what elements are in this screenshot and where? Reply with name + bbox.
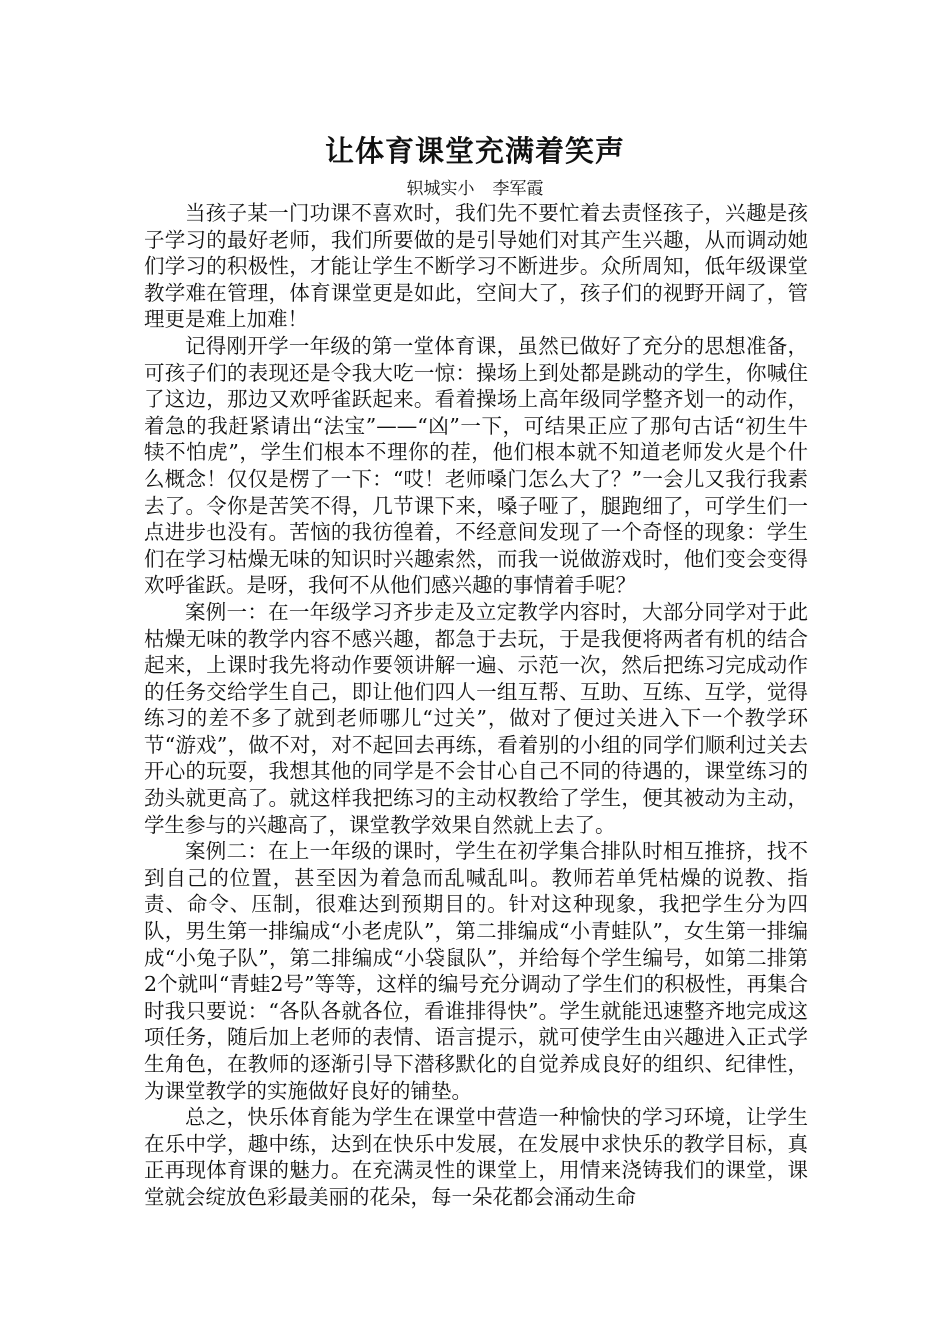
paragraph-intro: 当孩子某一门功课不喜欢时，我们先不要忙着去责怪孩子，兴趣是孩子学习的最好老师，我们所要做的是引导她们对其产生兴趣，从而调动她们学习的积极性，才能让学生不断学习不断进步。众所周知，低年级课堂教学难在管理，体育课堂更是如此，空间大了，孩子们的视野开阔了，管理更是难上加难！ xyxy=(144,201,808,332)
paragraph-summary: 总之，快乐体育能为学生在课堂中营造一种愉快的学习环境，让学生在乐中学，趣中练，达到在快乐中发展，在发展中求快乐的教学目标，真正再现体育课的魅力。在充满灵性的课堂上，用情来浇铸我们的课堂，课堂就会绽放色彩最美丽的花朵，每一朵花都会涌动生命 xyxy=(144,1105,808,1209)
school-name: 轵城实小 xyxy=(406,179,475,199)
paragraph-case-one: 案例一：在一年级学习齐步走及立定教学内容时，大部分同学对于此枯燥无味的教学内容不感兴趣，都急于去玩，于是我便将两者有机的结合起来，上课时我先将动作要领讲解一遍、示范一次，然后把练习完成动作的任务交给学生自己，即让他们四人一组互帮、互助、互练、互学，觉得练习的差不多了就到老师哪儿“过关”，做对了便过关进入下一个教学环节“游戏”，做不对，对不起回去再练，看着别的小组的同学们顺利过关去开心的玩耍，我想其他的同学是不会甘心自己不同的待遇的，课堂练习的劲头就更高了。就这样我把练习的主动权教给了学生，便其被动为主动，学生参与的兴趣高了，课堂教学效果自然就上去了。 xyxy=(144,599,808,837)
document-body xyxy=(144,200,808,1211)
paragraph-first-class: 记得刚开学一年级的第一堂体育课，虽然已做好了充分的思想准备，可孩子们的表现还是令我大吃一惊：操场上到处都是跳动的学生，你喊住了这边，那边又欢呼雀跃起来。看着操场上高年级同学整齐划一的动作，着急的我赶紧请出“法宝”——“凶”一下，可结果正应了那句古话“初生牛犊不怕虎”，学生们根本不理你的茬，他们根本就不知道老师发火是个什么概念！仅仅是楞了一下：“哎！老师嗓门怎么大了？”一会儿又我行我素去了。令你是苦笑不得，几节课下来，嗓子哑了，腿跑细了，可学生们一点进步也没有。苦恼的我彷徨着，不经意间发现了一个奇怪的现象：学生们在学习枯燥无味的知识时兴趣索然，而我一说做游戏时，他们变会变得欢呼雀跃。是呀，我何不从他们感兴趣的事情着手呢？ xyxy=(144,333,808,598)
paragraph-case-two: 案例二：在上一年级的课时，学生在初学集合排队时相互推挤，找不到自己的位置，甚至因为着急而乱喊乱叫。教师若单凭枯燥的说教、指责、命令、压制，很难达到预期目的。针对这种现象，我把学生分为四队，男生第一排编成“小老虎队”，第二排编成“小青蛙队”，女生第一排编成“小兔子队”，第二排编成“小袋鼠队”，并给每个学生编号，如第二排第2个就叫“青蛙2号”等等，这样的编号充分调动了学生们的积极性，再集合时我只要说：“各队各就各位，看谁排得快”。学生就能迅速整齐地完成这项任务，随后加上老师的表情、语言提示，就可使学生由兴趣进入正式学生角色，在教师的逐渐引导下潜移默化的自觉养成良好的组织、纪律性，为课堂教学的实施做好良好的铺垫。 xyxy=(144,839,808,1103)
document-title: 让体育课堂充满着笑声 xyxy=(324,134,625,168)
byline xyxy=(0,177,950,201)
author-name: 李军霞 xyxy=(492,179,544,199)
